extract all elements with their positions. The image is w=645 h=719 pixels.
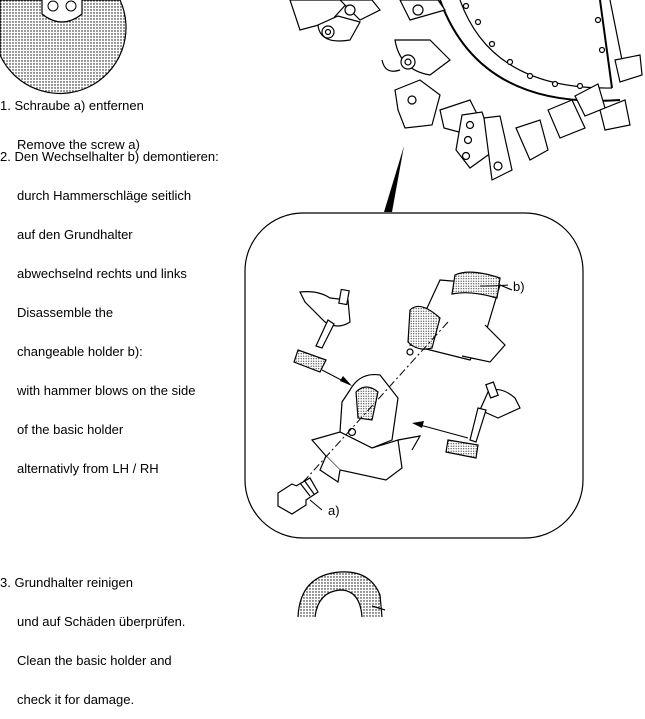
hammer-right-illustration — [446, 382, 520, 458]
arrow-left-head — [340, 376, 352, 386]
arrow-right-line — [420, 425, 468, 438]
basic-holder-ring-illustration — [298, 572, 385, 617]
step-1-line-2: Remove the screw a) — [17, 137, 140, 152]
step-3-line-4: check it for damage. — [17, 692, 135, 707]
step-2-line-5: Disassemble the — [17, 305, 114, 320]
step-2-line-3: auf den Grundhalter — [17, 227, 133, 242]
screw-illustration — [278, 478, 318, 514]
leader-a — [310, 500, 322, 510]
step-2-line-1: 2. Den Wechselhalter b) demontieren: — [0, 149, 219, 164]
step-2-line-6: changeable holder b): — [17, 344, 143, 359]
step-3-line-3: Clean the basic holder and — [17, 653, 172, 668]
step-2-line-9: alternativly from LH / RH — [17, 461, 159, 476]
pointer-wedge — [384, 146, 404, 212]
step-3-line-2: und auf Schäden überprüfen. — [17, 614, 186, 629]
label-a: a) — [328, 503, 340, 518]
hammer-left-illustration — [294, 289, 350, 372]
step-2-line-2: durch Hammerschläge seitlich — [17, 188, 192, 203]
arrow-right-head — [412, 421, 424, 428]
step-1-line-1: 1. Schraube a) entfernen — [0, 98, 144, 113]
basic-holder-illustration — [312, 375, 420, 482]
label-b: b) — [513, 279, 525, 294]
step-2-line-4: abwechselnd rechts und links — [17, 266, 187, 281]
step-2-line-8: of the basic holder — [17, 422, 124, 437]
cutting-drum-illustration — [290, 0, 642, 180]
wear-icon — [0, 0, 126, 94]
step-3-line-1: 3. Grundhalter reinigen — [0, 575, 133, 590]
step-2-line-7: with hammer blows on the side — [17, 383, 196, 398]
